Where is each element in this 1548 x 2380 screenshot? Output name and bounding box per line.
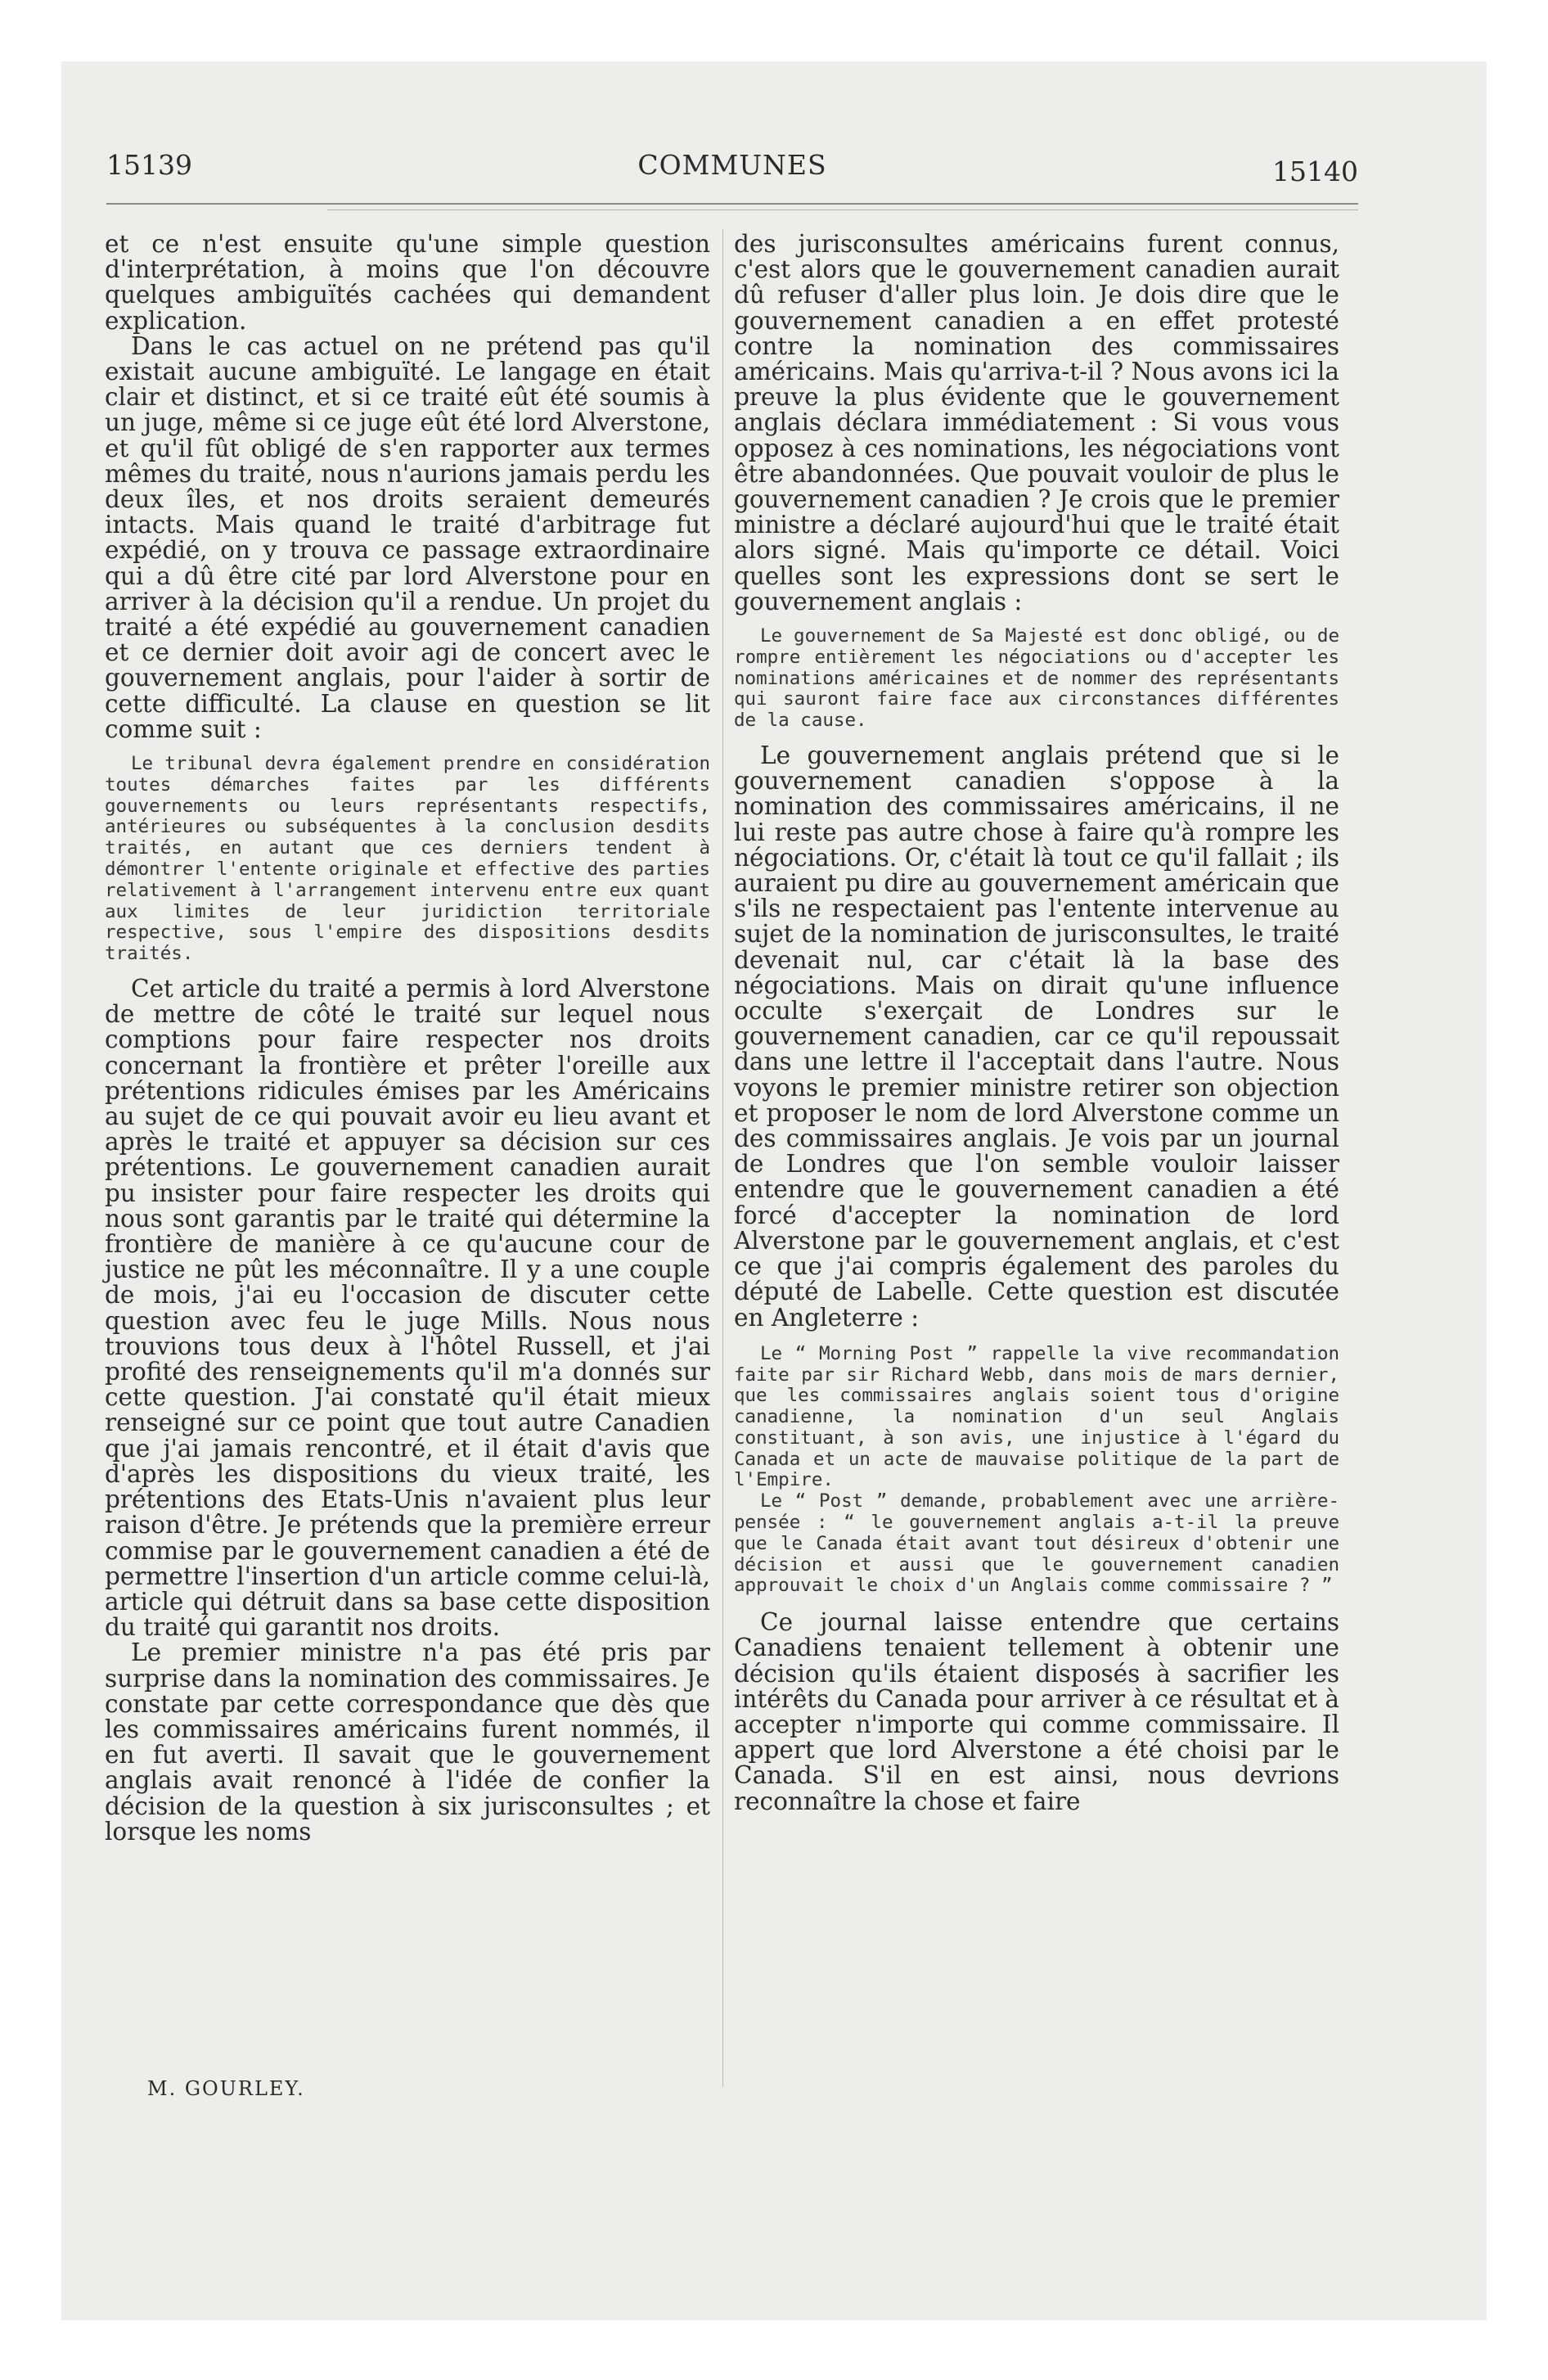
page-number-left: 15139	[106, 149, 192, 181]
paragraph: Le premier ministre n'a pas été pris par surprise dans la nomination des commissaires. Je constate par cette correspondance que dès que les commissaires américains furent nommés, il en fut averti. Il savait que le gouvernement anglais avait renoncé à l'idée de confier la décision de la question à six jurisconsultes ; et lorsque les noms	[105, 1639, 710, 1846]
paragraph: Ce journal laisse entendre que certains Canadiens tenaient tellement à obtenir une décision qu'ils étaient disposés à sacrifier les intérêts du Canada pour arriver à ce résultat et à accepter n'importe qui comme commissaire. Il appert que lord Alverstone a été choisi par le Canada. S'il en est ainsi, nous devrions reconnaître la chose et faire	[734, 1608, 1339, 1815]
column-divider	[722, 229, 723, 2087]
right-column	[734, 232, 1339, 1814]
page-number-right: 15140	[1272, 156, 1358, 187]
header-rule	[106, 203, 1358, 205]
page-header	[106, 149, 1358, 187]
block-quote: Le gouvernement de Sa Majesté est donc obligé, ou de rompre entièrement les négociations ou d'accepter les nominations américaines et de nommer des représentants qui sauront faire face aux circonstances différentes de la cause.	[734, 625, 1339, 732]
paragraph: Cet article du traité a permis à lord Alverstone de mettre de côté le traité sur lequel nous comptions pour faire respecter nos droits concernant la frontière et prêter l'oreille aux prétentions ridicules émises par les Américains au sujet de ce qui pouvait avoir eu lieu avant et après le traité et appuyer sa décision sur ces prétentions. Le gouvernement canadien aurait pu insister pour faire respecter les droits qui nous sont garantis par le traité qui détermine la frontière de manière à ce qu'aucune cour de justice ne pût les méconnaître. Il y a une couple de mois, j'ai eu l'occasion de discuter cette question avec feu le juge Mills. Nous nous trouvions tous deux à l'hôtel Russell, et j'ai profité des renseignements qu'il m'a donnés sur cette question. J'ai constaté qu'il était mieux renseigné sur ce point que tout autre Canadien que j'ai jamais rencontré, et il était d'avis que d'après les dispositions du vieux traité, les prétentions des Etats-Unis n'avaient plus leur raison d'être. Je prétends que la première erreur commise par le gouvernement canadien a été de permettre l'insertion d'un article comme celui-là, article qui détruit dans sa base cette disposition du traité qui garantit nos droits.	[105, 975, 710, 1642]
block-quote: Le “ Post ” demande, probablement avec une arrière-pensée : “ le gouvernement anglais a-t-il la preuve que le Canada était avant tout désireux d'obtenir une décision et aussi que le gouvernement canadien approuvait le choix d'un Anglais comme commissaire ? ”	[734, 1490, 1339, 1597]
left-column	[105, 232, 710, 1845]
block-quote: Le tribunal devra également prendre en considération toutes démarches faites par les différents gouvernements ou leurs représentants respectifs, antérieures ou subséquentes à la conclusion desdits traités, en autant que ces derniers tendent à démontrer l'entente originale et effective des parties relativement à l'arrangement intervenu entre eux quant aux limites de leur juridiction territoriale respective, sous l'empire des dispositions desdits traités.	[105, 753, 710, 965]
block-quote: Le “ Morning Post ” rappelle la vive recommandation faite par sir Richard Webb, dans mois de mars dernier, que les commissaires anglais soient tous d'origine canadienne, la nomination d'un seul Anglais constituant, à son avis, une injustice à l'égard du Canada et un acte de mauvaise politique de la part de l'Empire.	[734, 1342, 1339, 1491]
hansard-page	[82, 131, 1375, 2193]
paragraph: Le gouvernement anglais prétend que si le gouvernement canadien s'oppose à la nomination des commissaires américains, il ne lui reste pas autre chose à faire qu'à rompre les négociations. Or, c'était là tout ce qu'il fallait ; ils auraient pu dire au gouvernement américain que s'ils ne respectaient pas l'entente intervenue au sujet de la nomination de jurisconsultes, le traité devenait nul, car c'était là la base des négociations. Mais on dirait qu'une influence occulte s'exerçait de Londres sur le gouvernement canadien, car ce qu'il repoussait dans une lettre il l'acceptait dans l'autre. Nous voyons le premier ministre retirer son objection et proposer le nom de lord Alverstone comme un des commissaires anglais. Je vois par un journal de Londres que l'on semble vouloir laisser entendre que le gouvernement canadien a été forcé d'accepter la nomination de lord Alverstone par le gouvernement anglais, et c'est ce que j'ai compris également des paroles du député de Labelle. Cette question est discutée en Angleterre :	[734, 741, 1339, 1332]
paragraph: Dans le cas actuel on ne prétend pas qu'il existait aucune ambiguïté. Le langage en était clair et distinct, et si ce traité eût été soumis à un juge, même si ce juge eût été lord Alverstone, et qu'il fût obligé de s'en rapporter aux termes mêmes du traité, nous n'aurions jamais perdu les deux îles, et nos droits seraient demeurés intacts. Mais quand le traité d'arbitrage fut expédié, on y trouva ce passage extraordinaire qui a dû être cité par lord Alverstone pour en arriver à la décision qu'il a rendue. Un projet du traité a été expédié au gouvernement canadien et ce dernier doit avoir agi de concert avec le gouvernement anglais, pour l'aider à sortir de cette difficulté. La clause en question se lit comme suit :	[105, 331, 710, 743]
speaker-footer: M. GOURLEY.	[147, 2077, 305, 2100]
paragraph: et ce n'est ensuite qu'une simple question d'interprétation, à moins que l'on découvre quelques ambiguïtés cachées qui demandent explication.	[105, 230, 710, 335]
page-title: COMMUNES	[637, 149, 827, 181]
paragraph: des jurisconsultes américains furent connus, c'est alors que le gouvernement canadien aurait dû refuser d'aller plus loin. Je dois dire que le gouvernement canadien a en effet protesté contre la nomination des commissaires américains. Mais qu'arriva-t-il ? Nous avons ici la preuve la plus évidente que le gouvernement anglais déclara immédiatement : Si vous vous opposez à ces nominations, les négociations vont être abandonnées. Que pouvait vouloir de plus le gouvernement canadien ? Je crois que le premier ministre a déclaré aujourd'hui que le traité était alors signé. Mais qu'importe ce détail. Voici quelles sont les expressions dont se sert le gouvernement anglais :	[734, 230, 1339, 615]
